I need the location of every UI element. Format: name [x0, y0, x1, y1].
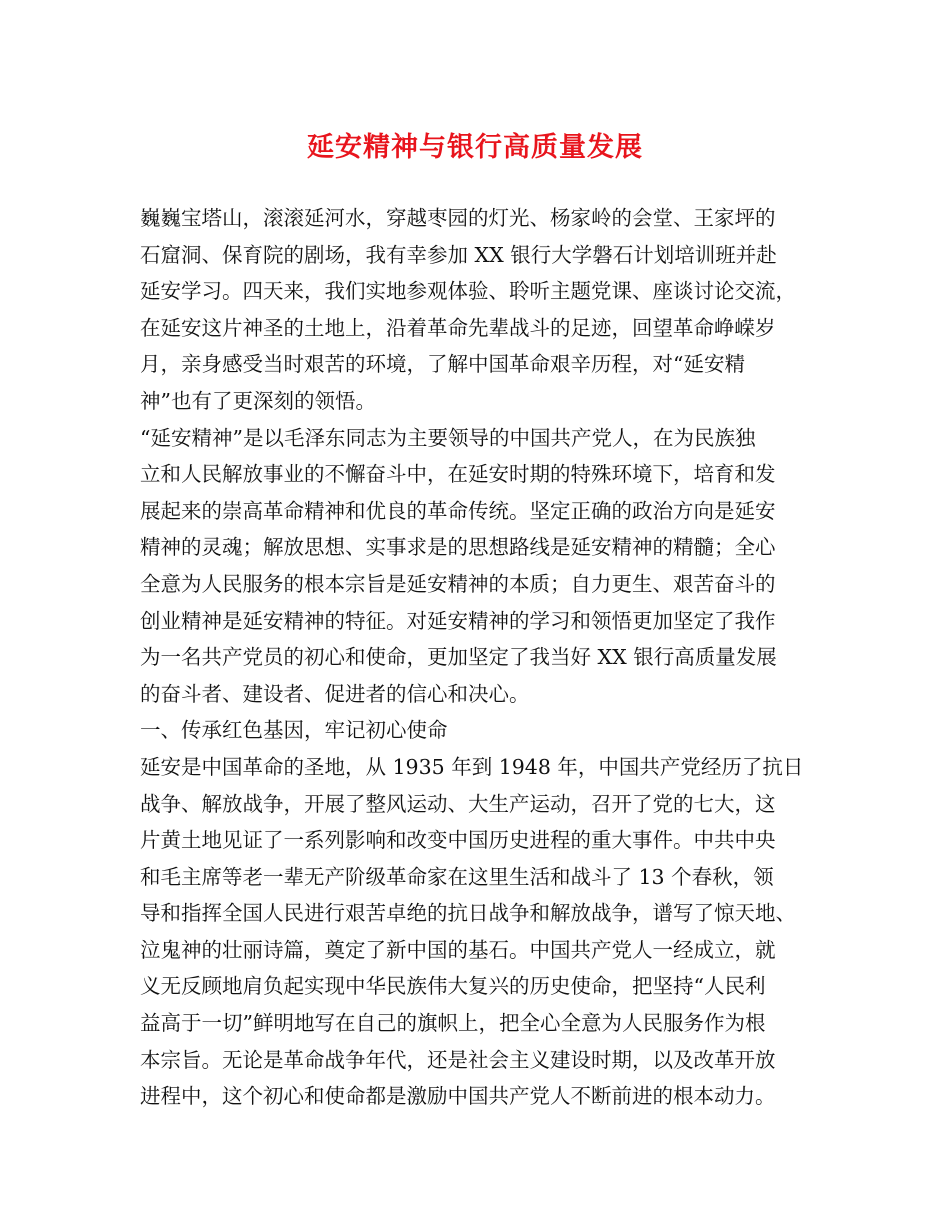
text-line: 立和人民解放事业的不懈奋斗中，在延安时期的特殊环境下，培育和发 [140, 462, 776, 487]
text-line: 本宗旨。无论是革命战争年代，还是社会主义建设时期，以及改革开放 [140, 1047, 776, 1072]
text-line: 导和指挥全国人民进行艰苦卓绝的抗日战争和解放战争，谱写了惊天地、 [140, 901, 796, 926]
text-line: 益高于一切”鲜明地写在自己的旗帜上，把全心全意为人民服务作为根 [140, 1011, 766, 1036]
text-line: 月，亲身感受当时艰苦的环境，了解中国革命艰辛历程，对“延安精 [140, 352, 745, 377]
text-line: “延安精神”是以毛泽东同志为主要领导的中国共产党人，在为民族独 [140, 425, 756, 450]
text-line: 全意为人民服务的根本宗旨是延安精神的本质；自力更生、艰苦奋斗的 [140, 571, 776, 596]
text-line: 巍巍宝塔山，滚滚延河水，穿越枣园的灯光、杨家岭的会堂、王家坪的 [140, 206, 776, 230]
document-body [140, 200, 820, 1115]
text-line: 泣鬼神的壮丽诗篇，奠定了新中国的基石。中国共产党人一经成立，就 [140, 937, 776, 962]
text-line: 的奋斗者、建设者、促进者的信心和决心。 [140, 681, 530, 706]
text-line: 石窟洞、保育院的剧场，我有幸参加 XX 银行大学磐石计划培训班并赴 [140, 242, 777, 267]
text-line: 为一名共产党员的初心和使命，更加坚定了我当好 XX 银行高质量发展 [140, 645, 777, 670]
text-line: 精神的灵魂；解放思想、实事求是的思想路线是延安精神的精髓；全心 [140, 535, 776, 560]
text-line: 展起来的崇高革命精神和优良的革命传统。坚定正确的政治方向是延安 [140, 498, 776, 523]
text-line: 延安学习。四天来，我们实地参观体验、聆听主题党课、座谈讨论交流， [140, 279, 796, 304]
text-line: 义无反顾地肩负起实现中华民族伟大复兴的历史使命，把坚持“人民利 [140, 974, 766, 999]
text-line: 战争、解放战争，开展了整风运动、大生产运动，召开了党的七大，这 [140, 791, 776, 816]
text-line: 神”也有了更深刻的领悟。 [140, 388, 376, 413]
document-title: 延安精神与银行高质量发展 [307, 132, 643, 163]
text-line: 进程中，这个初心和使命都是激励中国共产党人不断前进的根本动力。 [140, 1084, 776, 1109]
text-line: 在延安这片神圣的土地上，沿着革命先辈战斗的足迹，回望革命峥嵘岁 [140, 315, 776, 340]
text-line: 延安是中国革命的圣地，从 1935 年到 1948 年，中国共产党经历了抗日 [140, 754, 804, 779]
section-heading: 一、传承红色基因，牢记初心使命 [140, 718, 448, 743]
text-line: 和毛主席等老一辈无产阶级革命家在这里生活和战斗了 13 个春秋，领 [140, 864, 774, 889]
text-line: 片黄土地见证了一系列影响和改变中国历史进程的重大事件。中共中央 [140, 828, 776, 853]
text-line: 创业精神是延安精神的特征。对延安精神的学习和领悟更加坚定了我作 [140, 608, 776, 633]
